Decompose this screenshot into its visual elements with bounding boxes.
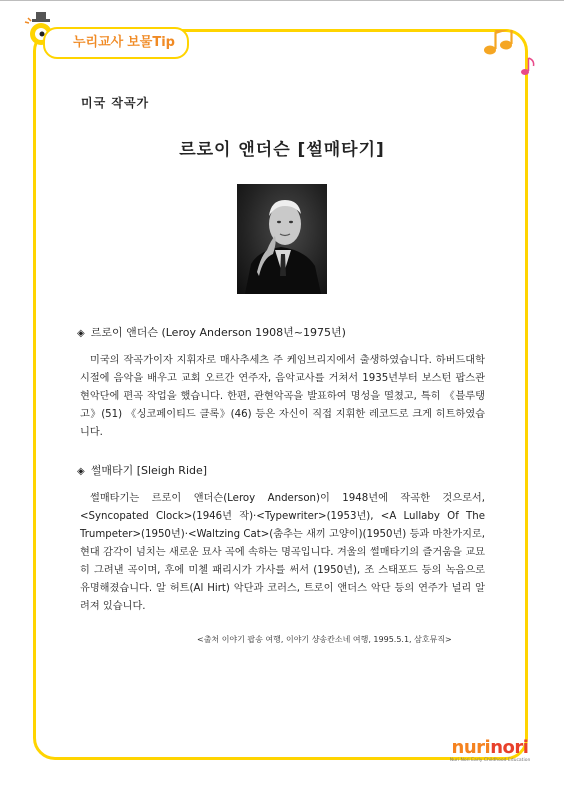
portrait-figure: [237, 184, 327, 294]
section-anderson-heading: [77, 324, 346, 340]
anderson-biography-text: 미국의 작곡가이자 지휘자로 매사추세츠 주 케임브리지에서 출생하였습니다. 하버드대학시절에 음악을 배우고 교회 오르간 연주자, 음악교사를 거쳐서 1935년부터 보스턴 팝스관현악단에 편곡 작업을 했습니다. 한편, 관현악곡을 발표하여 명성을 떨쳤고, 특히 《블루탱고》(51) 《싱코페이티드 클록》(46) 등은 자신이 직접 지휘한 레코드로 크게 히트하였습니다.: [80, 355, 485, 438]
sleigh-ride-description: [80, 490, 485, 616]
logo-tagline: Nuri Nori Early Childhood Education: [449, 758, 531, 763]
diamond-bullet-icon: ◈: [77, 466, 85, 477]
logo-nuri: nuri: [451, 737, 491, 758]
section-anderson-text: 르로이 앤더슨 (Leroy Anderson 1908년~1975년): [90, 326, 346, 339]
nurinori-logo: [448, 739, 532, 763]
sleigh-ride-description-text: 썰매타기는 르로이 앤더슨(Leroy Anderson)이 1948년에 작곡한 것으로서, <Syncopated Clock>(1946년 작)·<Typewriter>(1953년), <A Lullaby Of The Trumpeter>(1950년)·<Waltzing Cat>(춤추는 새끼 고양이)(1950년) 등과 마찬가지로, 현대 감각이 넘치는 새로운 묘사 곡에 속하는 명곡입니다. 겨울의 썰매타기의 즐거움을 교묘히 그려낸 곡이며, 후에 미첼 패리시가 가사를 써서 (1950년), 조 스태포드 등의 녹음으로 유명해졌습니다. 알 허트(Al Hirt) 악단과 코러스, 트로이 앤더스 악단 등의 연주가 널리 알려져 있습니다.: [80, 493, 485, 612]
source-citation: <출처 이야기 팝송 여행, 이야기 샹송칸소네 여행, 1995.5.1, 삼호뮤직>: [197, 635, 452, 644]
top-divider: [0, 0, 564, 1]
category-label: 미국 작곡가: [81, 96, 150, 110]
logo-nori: nori: [490, 737, 529, 758]
diamond-bullet-icon: ◈: [77, 328, 85, 339]
badge-label-teacher: 누리교사: [73, 35, 124, 50]
portrait-photo: [237, 184, 327, 294]
logo-wordmark: [448, 739, 532, 757]
section-sleigh-ride-text: 썰매타기 [Sleigh Ride]: [90, 464, 208, 477]
page-title: 르로이 앤더슨 [썰매타기]: [179, 140, 385, 160]
section-sleigh-ride-heading: [77, 462, 207, 478]
music-notes-icon: [478, 30, 540, 82]
tip-badge: [43, 27, 189, 59]
badge-label-tip: 보물Tip: [127, 35, 175, 50]
anderson-biography: [80, 352, 485, 442]
